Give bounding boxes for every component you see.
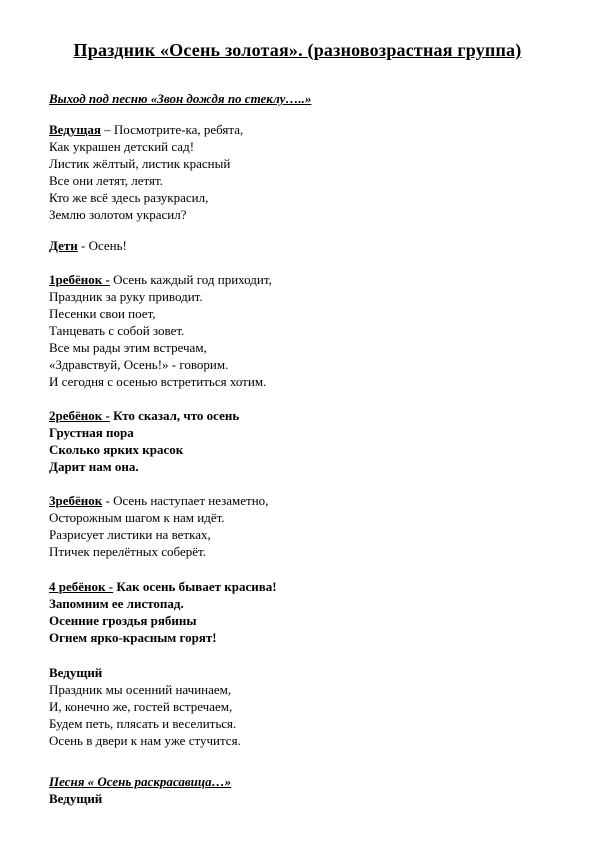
verse-text: - Осень! xyxy=(77,238,127,253)
verse-line: Кто же всё здесь разукрасил, xyxy=(49,190,209,205)
verse-line: Землю золотом украсил? xyxy=(49,207,187,222)
verse-line: Песенки свои поет, xyxy=(49,306,156,321)
verse-text: Кто сказал, что осень xyxy=(109,408,240,423)
verse-line: Праздник мы осенний начинаем, xyxy=(49,682,232,697)
verse-line: Праздник за руку приводит. xyxy=(49,289,203,304)
verse-line: Листик жёлтый, листик красный xyxy=(49,156,231,171)
verse-line: Огнем ярко-красным горят! xyxy=(49,630,217,645)
verse-text: - Осень наступает незаметно, xyxy=(102,493,269,508)
verse-line: Птичек перелётных соберёт. xyxy=(49,544,206,559)
verse-line: Осень в двери к нам уже стучится. xyxy=(49,733,241,748)
verse-line: Все мы рады этим встречам, xyxy=(49,340,207,355)
verse-line: Грустная пора xyxy=(49,425,134,440)
verse-text: – Посмотрите-ка, ребята, xyxy=(100,122,244,137)
verse-text: Осень каждый год приходит, xyxy=(109,272,272,287)
verse-line xyxy=(49,271,272,288)
verse-line: Будем петь, плясать и веселиться. xyxy=(49,716,237,731)
speaker-label: Дети xyxy=(49,238,78,253)
song-direction: Песня « Осень раскрасавица…» xyxy=(49,774,232,789)
verse-line: Разрисует листики на ветках, xyxy=(49,527,211,542)
verse-line: Танцевать с собой зовет. xyxy=(49,323,185,338)
verse-line xyxy=(49,407,239,424)
verse-line xyxy=(49,492,268,509)
speaker-label: 1ребёнок - xyxy=(49,272,110,287)
verse-line: Как украшен детский сад! xyxy=(49,139,195,154)
verse-line xyxy=(49,121,243,138)
verse-line: Осторожным шагом к нам идёт. xyxy=(49,510,225,525)
verse-line xyxy=(49,578,277,595)
speaker-label: Ведущий xyxy=(49,791,103,806)
verse-line: Все они летят, летят. xyxy=(49,173,163,188)
verse-text: Как осень бывает красива! xyxy=(113,579,277,594)
verse-line: Сколько ярких красок xyxy=(49,442,184,457)
verse-line xyxy=(49,237,127,254)
speaker-label: 4 ребёнок - xyxy=(49,579,114,594)
speaker-label: Ведущая xyxy=(49,122,101,137)
speaker-label: 2ребёнок - xyxy=(49,408,110,423)
speaker-label: 3ребёнок xyxy=(49,493,103,508)
verse-line: «Здравствуй, Осень!» - говорим. xyxy=(49,357,229,372)
verse-line: Дарит нам она. xyxy=(49,459,139,474)
verse-line: И сегодня с осенью встретиться хотим. xyxy=(49,374,267,389)
verse-line: Осенние гроздья рябины xyxy=(49,613,197,628)
speaker-label: Ведущий xyxy=(49,665,103,680)
verse-line: Запомним ее листопад. xyxy=(49,596,184,611)
verse-line: И, конечно же, гостей встречаем, xyxy=(49,699,233,714)
intro-song-direction: Выход под песню «Звон дождя по стеклу…..» xyxy=(49,91,312,106)
document-title: Праздник «Осень золотая». (разновозрастная группа) xyxy=(73,40,522,60)
